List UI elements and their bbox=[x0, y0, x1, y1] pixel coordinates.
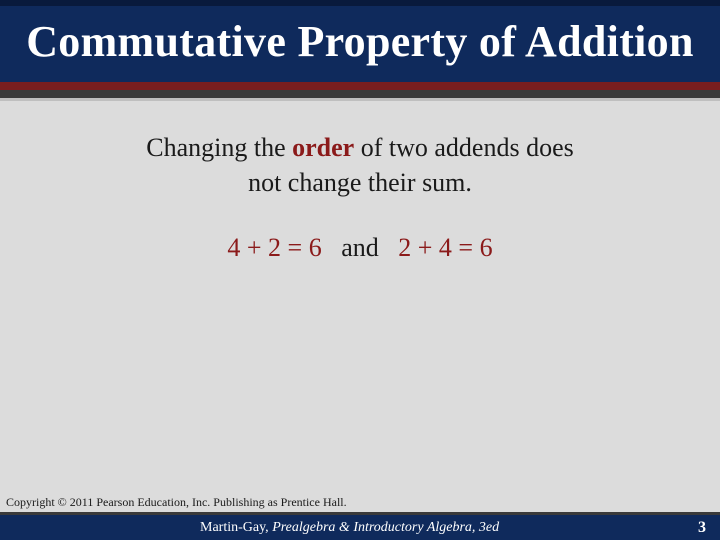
equation-and: and bbox=[321, 233, 399, 262]
footer-bar bbox=[0, 515, 720, 540]
page-number: 3 bbox=[698, 519, 706, 536]
footer-book-title: Prealgebra & Introductory Algebra, 3ed bbox=[272, 520, 500, 535]
title-bar bbox=[0, 0, 720, 82]
title-bar-top-border bbox=[0, 0, 720, 6]
footer-citation bbox=[200, 519, 499, 536]
body-line-2: not change their sum. bbox=[248, 168, 472, 197]
body-line-1 bbox=[0, 130, 720, 165]
equation-left: 4 + 2 = 6 bbox=[227, 233, 322, 262]
body-line-1-post: of two addends does bbox=[354, 133, 574, 162]
equation-row bbox=[0, 230, 720, 266]
divider-light-stripe bbox=[0, 98, 720, 101]
emphasis-order: order bbox=[292, 133, 355, 162]
body-line-1-pre: Changing the bbox=[146, 133, 293, 162]
copyright-notice: Copyright © 2011 Pearson Education, Inc. Publishing as Prentice Hall. bbox=[6, 495, 347, 509]
body-text bbox=[0, 130, 720, 200]
divider-dark-stripe bbox=[0, 90, 720, 98]
slide-title: Commutative Property of Addition bbox=[26, 17, 694, 66]
footer-author: Martin-Gay, bbox=[200, 520, 273, 535]
equation-right: 2 + 4 = 6 bbox=[398, 233, 493, 262]
divider-red-stripe bbox=[0, 82, 720, 90]
